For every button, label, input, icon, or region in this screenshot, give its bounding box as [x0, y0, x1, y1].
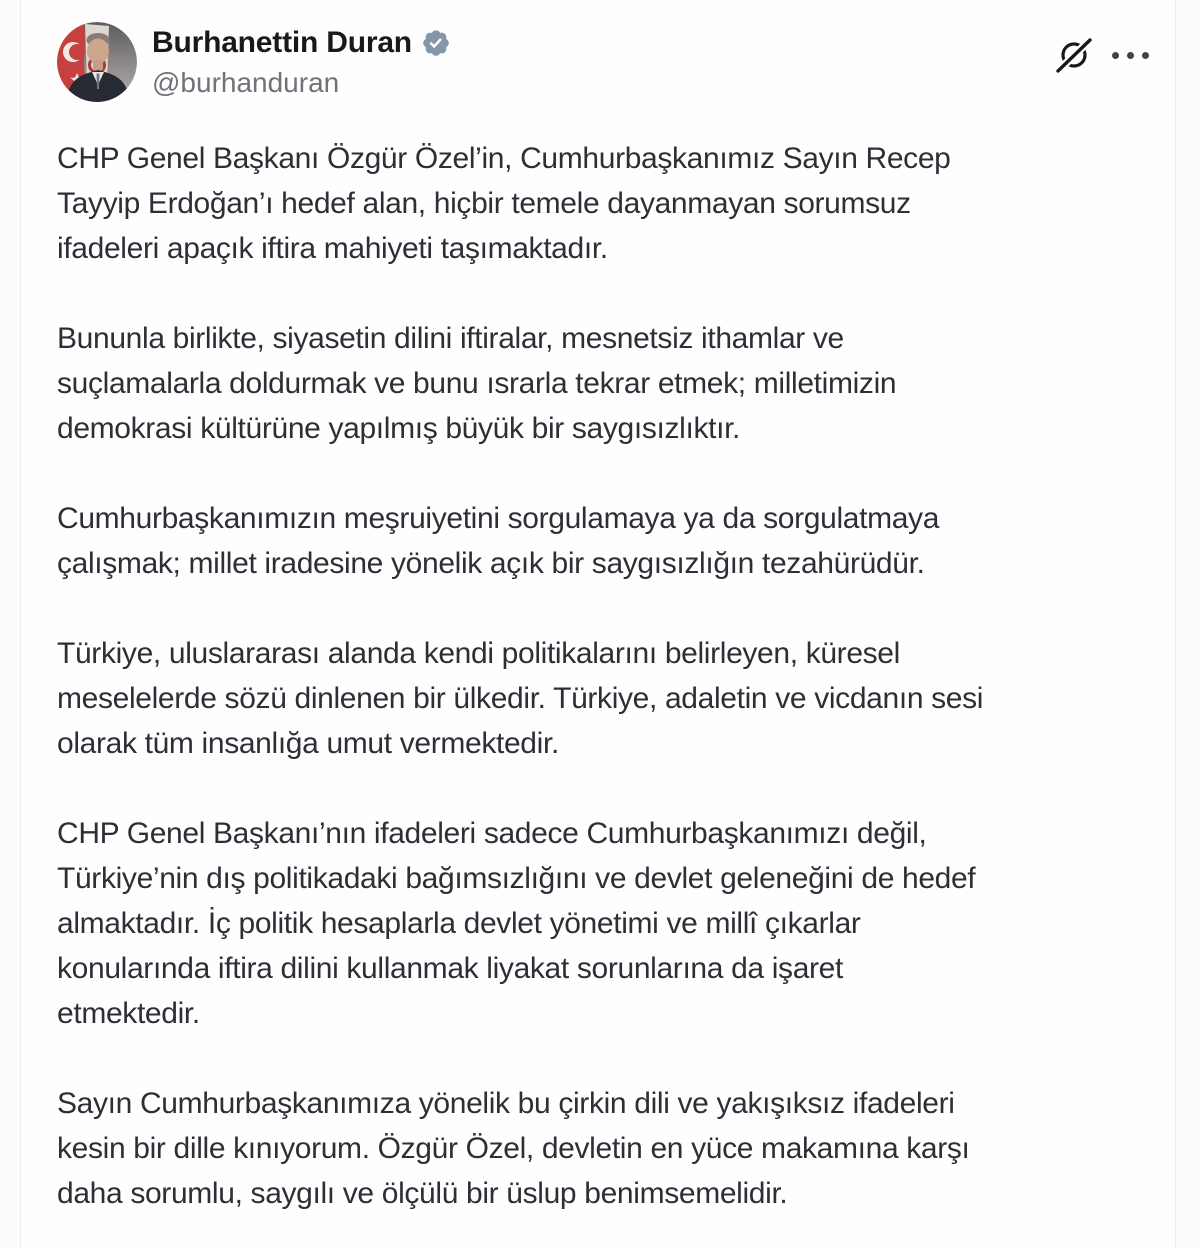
tweet-card: [20, 0, 1176, 1249]
tweet-text-line: CHP Genel Başkanı’nın ifadeleri sadece Cumhurbaşkanımızı değil,: [57, 817, 927, 850]
tweet-text-line: Bununla birlikte, siyasetin dilini iftiralar, mesnetsiz ithamlar ve: [57, 322, 844, 355]
tweet-text-line: çalışmak; millet iradesine yönelik açık bir saygısızlığın tezahürüdür.: [57, 547, 925, 580]
tweet-paragraph: [57, 136, 1149, 271]
avatar-image: [57, 22, 137, 102]
tweet-text-line: daha sorumlu, saygılı ve ölçülü bir üslup benimsemelidir.: [57, 1177, 788, 1210]
tweet-text-line: demokrasi kültürüne yapılmış büyük bir saygısızlıktır.: [57, 412, 741, 445]
tweet-body: [21, 102, 1175, 1216]
tweet-paragraph: [57, 316, 1149, 451]
tweet-text-line: etmektedir.: [57, 997, 200, 1030]
tweet-paragraph: [57, 496, 1149, 586]
avatar[interactable]: [57, 22, 137, 102]
more-options-button[interactable]: [1112, 32, 1149, 59]
display-name: Burhanettin Duran: [152, 26, 412, 59]
tweet-text-line: meselelerde sözü dinlenen bir ülkedir. Türkiye, adaletin ve vicdanın sesi: [57, 682, 984, 715]
tweet-text-line: ifadeleri apaçık iftira mahiyeti taşımaktadır.: [57, 232, 608, 265]
tweet-text-line: Türkiye’nin dış politikadaki bağımsızlığını ve devlet geleneğini de hedef: [57, 862, 976, 895]
tweet-text-line: Tayyip Erdoğan’ı hedef alan, hiçbir temele dayanmayan sorumsuz: [57, 187, 911, 220]
tweet-paragraph: [57, 631, 1149, 766]
verified-badge-icon: [421, 28, 451, 58]
tweet-text-line: Sayın Cumhurbaşkanımıza yönelik bu çirkin dili ve yakışıksız ifadeleri: [57, 1087, 955, 1120]
tweet-paragraph: [57, 811, 1149, 1036]
tweet-text-line: olarak tüm insanlığa umut vermektedir.: [57, 727, 559, 760]
tweet-header: [21, 0, 1175, 102]
more-options-icon: [1142, 52, 1149, 59]
tweet-paragraph: [57, 1081, 1149, 1216]
tweet-text-line: Cumhurbaşkanımızın meşruiyetini sorgulamaya ya da sorgulatmaya: [57, 502, 940, 535]
tweet-text-line: Türkiye, uluslararası alanda kendi politikalarını belirleyen, küresel: [57, 637, 900, 670]
author-block: [152, 22, 451, 100]
tweet-text-line: suçlamalarla doldurmak ve bunu ısrarla tekrar etmek; milletimizin: [57, 367, 897, 400]
grok-actions-button[interactable]: [1052, 32, 1096, 81]
tweet-action-icons: [1052, 22, 1149, 81]
user-handle[interactable]: @burhanduran: [152, 67, 340, 98]
more-options-icon: [1112, 52, 1119, 59]
author-name-row[interactable]: [152, 24, 451, 62]
tweet-text-line: almaktadır. İç politik hesaplarla devlet yönetimi ve millî çıkarlar: [57, 907, 861, 940]
tweet-text-line: CHP Genel Başkanı Özgür Özel’in, Cumhurbaşkanımız Sayın Recep: [57, 142, 951, 175]
tweet-text-line: kesin bir dille kınıyorum. Özgür Özel, devletin en yüce makamına karşı: [57, 1132, 970, 1165]
tweet-text-line: konularında iftira dilini kullanmak liyakat sorunlarına da işaret: [57, 952, 843, 985]
grok-icon: [1052, 32, 1096, 76]
more-options-icon: [1127, 52, 1134, 59]
